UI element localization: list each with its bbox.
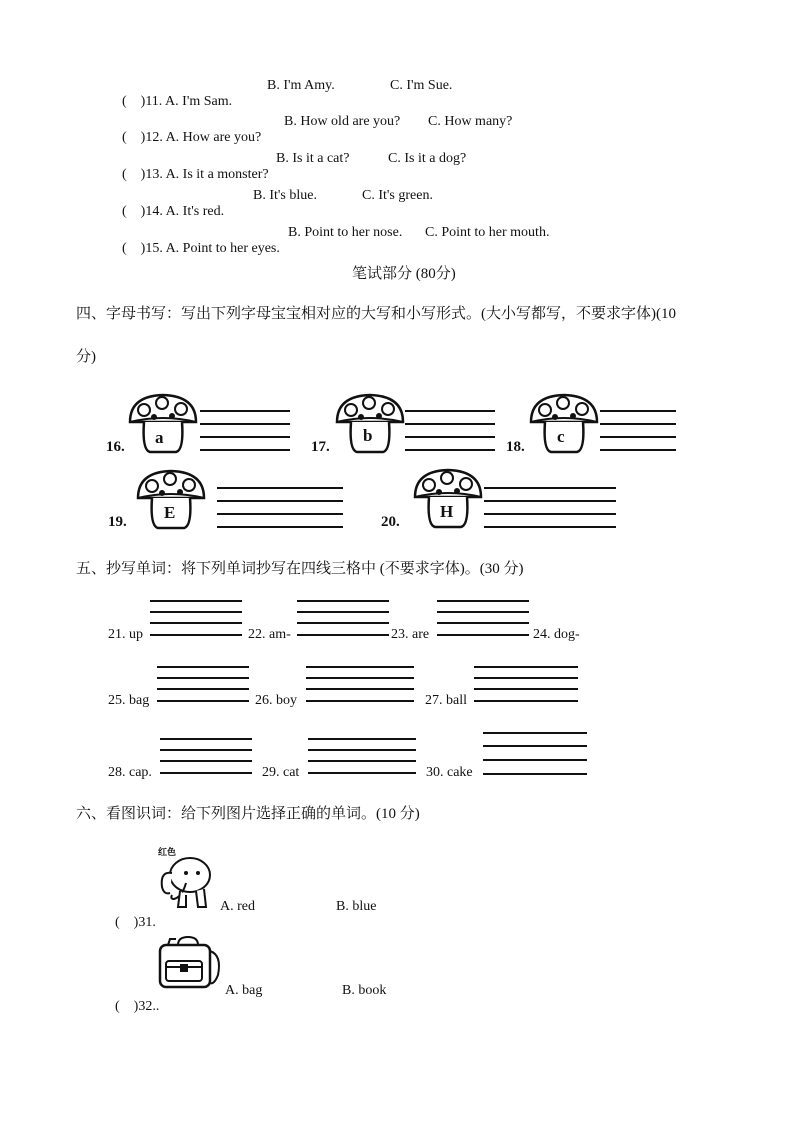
question-number: 14. [145,204,163,219]
option-b: B. Is it a cat? [276,151,350,166]
mushroom-icon [333,392,407,456]
option-a: A. Point to her eyes. [165,241,280,256]
item-number: 19. [108,514,127,530]
question-row-31 [108,899,156,931]
writing-lines[interactable] [157,666,249,702]
word-label: 28. cap. [108,765,152,780]
writing-lines[interactable] [600,410,676,450]
question-number: 12. [145,130,163,145]
question-number: 31. [138,915,156,930]
option-c: C. Is it a dog? [388,151,467,166]
mushroom-letter: b [363,426,373,445]
picture-caption: 红色 [158,848,177,858]
section6-title: 六、看图识词：给下列图片选择正确的单词。(10 分) [76,806,420,822]
elephant-icon [156,853,216,911]
writing-lines[interactable] [150,600,242,636]
mushroom-letter: H [440,502,454,521]
writing-lines[interactable] [405,410,495,450]
writing-lines[interactable] [484,487,616,527]
option-c: C. I'm Sue. [390,78,453,93]
word-label: 27. ball [425,693,467,708]
question-number: 11. [145,94,163,109]
word-label: 23. are [391,627,430,642]
option-a: A. red [220,899,255,914]
option-a: A. bag [225,983,263,998]
writing-lines[interactable] [200,410,290,450]
item-number: 16. [106,439,125,455]
word-label: 22. am- [248,627,291,642]
item-number: 17. [311,439,330,455]
answer-paren[interactable]: ( ) [115,999,139,1014]
option-a: A. It's red. [165,204,225,219]
question-number: 13. [145,167,163,182]
option-c: C. How many? [428,114,513,129]
option-a: A. How are you? [165,130,262,145]
answer-paren[interactable]: ( ) [122,130,146,145]
mushroom-letter: a [155,428,164,447]
word-label: 24. dog- [533,627,580,642]
item-number: 20. [381,514,400,530]
option-b: B. book [342,983,387,998]
mushroom-letter: E [164,503,176,522]
answer-paren[interactable]: ( ) [122,241,146,256]
question-number: 32.. [138,999,160,1014]
option-b: B. How old are you? [284,114,401,129]
writing-lines[interactable] [160,738,252,774]
writing-lines[interactable] [308,738,416,774]
writing-lines[interactable] [297,600,389,636]
answer-paren[interactable]: ( ) [115,915,139,930]
answer-paren[interactable]: ( ) [122,204,146,219]
option-c: C. It's green. [362,188,433,203]
option-a: A. I'm Sam. [165,94,233,109]
word-label: 29. cat [262,765,300,780]
word-label: 30. cake [426,765,473,780]
option-b: B. I'm Amy. [267,78,335,93]
item-number: 18. [506,439,525,455]
writing-lines[interactable] [474,666,578,702]
question-row-15 [108,225,280,273]
word-label: 21. up [108,627,143,642]
option-b: B. blue [336,899,377,914]
option-a: A. Is it a monster? [165,167,269,182]
writing-lines[interactable] [306,666,414,702]
option-b: B. It's blue. [253,188,317,203]
section5-title: 五、抄写单词：将下列单词抄写在四线三格中 (不要求字体)。(30 分) [76,561,524,577]
written-part-title: 笔试部分 (80分) [352,266,456,282]
option-b: B. Point to her nose. [288,225,403,240]
word-label: 25. bag [108,693,150,708]
writing-lines[interactable] [483,732,587,774]
question-number: 15. [145,241,163,256]
question-row-32 [108,983,159,1015]
answer-paren[interactable]: ( ) [122,94,146,109]
answer-paren[interactable]: ( ) [122,167,146,182]
option-c: C. Point to her mouth. [425,225,550,240]
schoolbag-icon [154,935,226,991]
section4-title: 四、字母书写：写出下列字母宝宝相对应的大写和小写形式。(大小写都写，不要求字体)(10 [76,306,676,322]
mushroom-letter: c [557,427,565,446]
writing-lines[interactable] [217,487,343,527]
section4-title-cont: 分) [76,349,96,365]
writing-lines[interactable] [437,600,529,636]
word-label: 26. boy [255,693,297,708]
